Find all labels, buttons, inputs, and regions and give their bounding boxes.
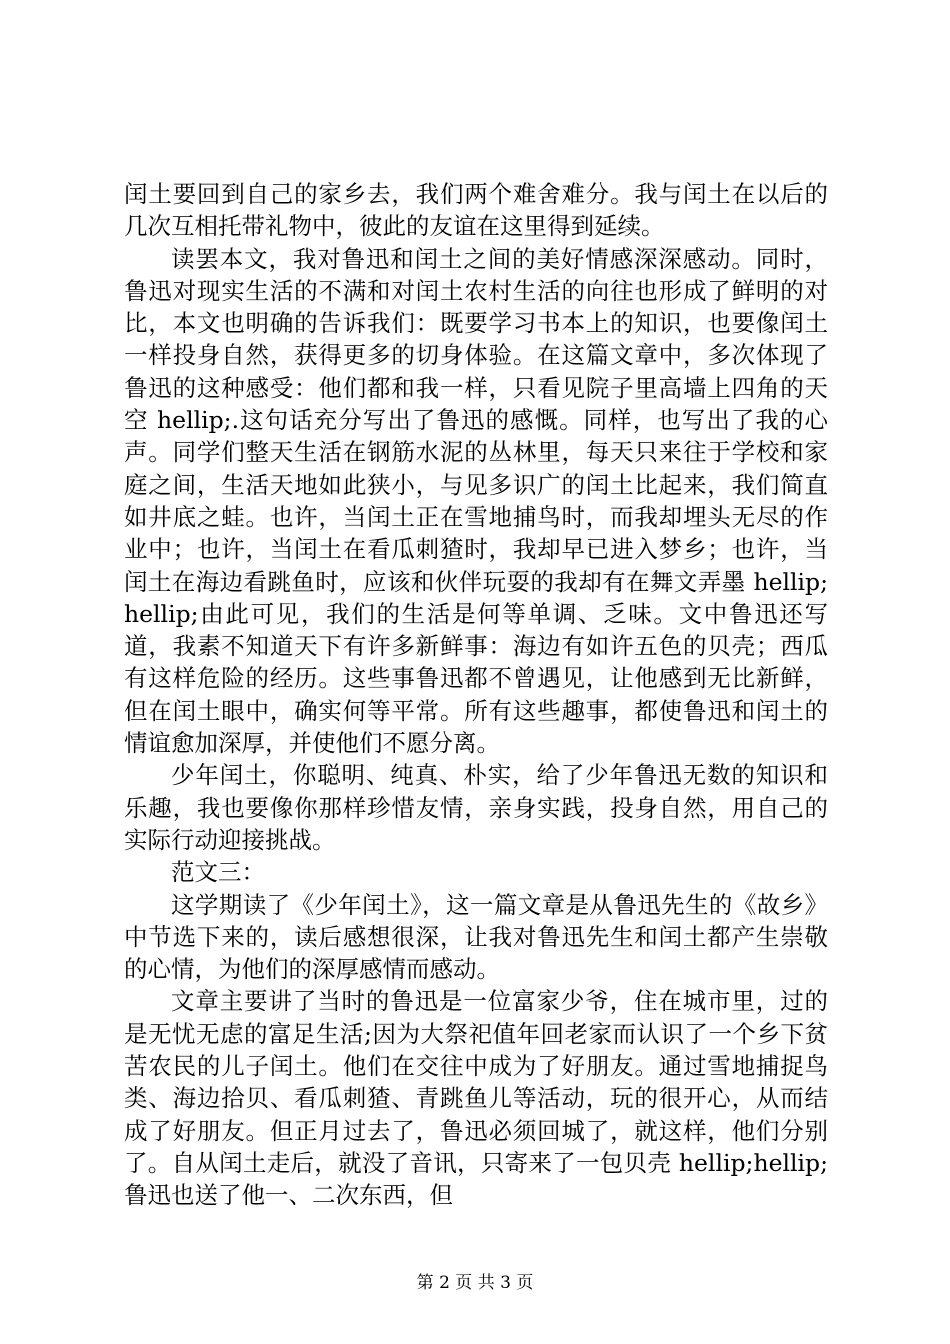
paragraph-2: 读罢本文，我对鲁迅和闰土之间的美好情感深深感动。同时，鲁迅对现实生活的不满和对闰土农村生活的向往也形成了鲜明的对比，本文也明确的告诉我们：既要学习书本上的知识，也要像闰土一样投身自然，获得更多的切身体验。在这篇文章中，多次体现了鲁迅的这种感受：他们都和我一样，只看见院子里高墙上四角的天空 hellip;.这句话充分写出了鲁迅的感慨。同样，也写出了我的心声。同学们整天生活在钢筋水泥的丛林里，每天只来往于学校和家庭之间，生活天地如此狭小，与见多识广的闰土比起来，我们简直如井底之蛙。也许，当闰土正在雪地捕鸟时，而我却埋头无尽的作业中；也许，当闰土在看瓜刺猹时，我却早已进入梦乡；也许，当闰土在海边看跳鱼时，应该和伙伴玩耍的我却有在舞文弄墨 hellip;hellip;由此可见，我们的生活是何等单调、乏味。文中鲁迅还写道，我素不知道天下有许多新鲜事：海边有如许五色的贝壳；西瓜有这样危险的经历。这些事鲁迅都不曾遇见，让他感到无比新鲜，但在闰土眼中，确实何等平常。所有这些趣事，都使鲁迅和闰土的情谊愈加深厚，并使他们不愿分离。 bbox=[124, 244, 828, 758]
paragraph-4: 这学期读了《少年闰土》，这一篇文章是从鲁迅先生的《故乡》中节选下来的，读后感想很深，让我对鲁迅先生和闰土都产生崇敬的心情，为他们的深厚感情而感动。 bbox=[124, 890, 828, 984]
paragraph-5: 文章主要讲了当时的鲁迅是一位富家少爷，住在城市里，过的是无忧无虑的富足生活;因为大祭祀值年回老家而认识了一个乡下贫苦农民的儿子闰土。他们在交往中成为了好朋友。通过雪地捕捉鸟类、海边拾贝、看瓜刺猹、青跳鱼儿等活动，玩的很开心，从而结成了好朋友。但正月过去了，鲁迅必须回城了，就这样，他们分别了。自从闰土走后，就没了音讯，只寄来了一包贝壳 hellip;hellip;鲁迅也送了他一、二次东西，但 bbox=[124, 987, 828, 1210]
paragraph-3: 少年闰土，你聪明、纯真、朴实，给了少年鲁迅无数的知识和乐趣，我也要像你那样珍惜友情，亲身实践，投身自然，用自己的实际行动迎接挑战。 bbox=[124, 761, 828, 854]
section-heading-fanwen-3: 范文三： bbox=[171, 858, 265, 887]
document-body bbox=[124, 178, 828, 1212]
paragraph-1: 闰土要回到自己的家乡去，我们两个难舍难分。我与闰土在以后的几次互相托带礼物中，彼此的友谊在这里得到延续。 bbox=[124, 180, 828, 241]
page-number-footer: 第 2 页 共 3 页 bbox=[416, 1273, 534, 1293]
